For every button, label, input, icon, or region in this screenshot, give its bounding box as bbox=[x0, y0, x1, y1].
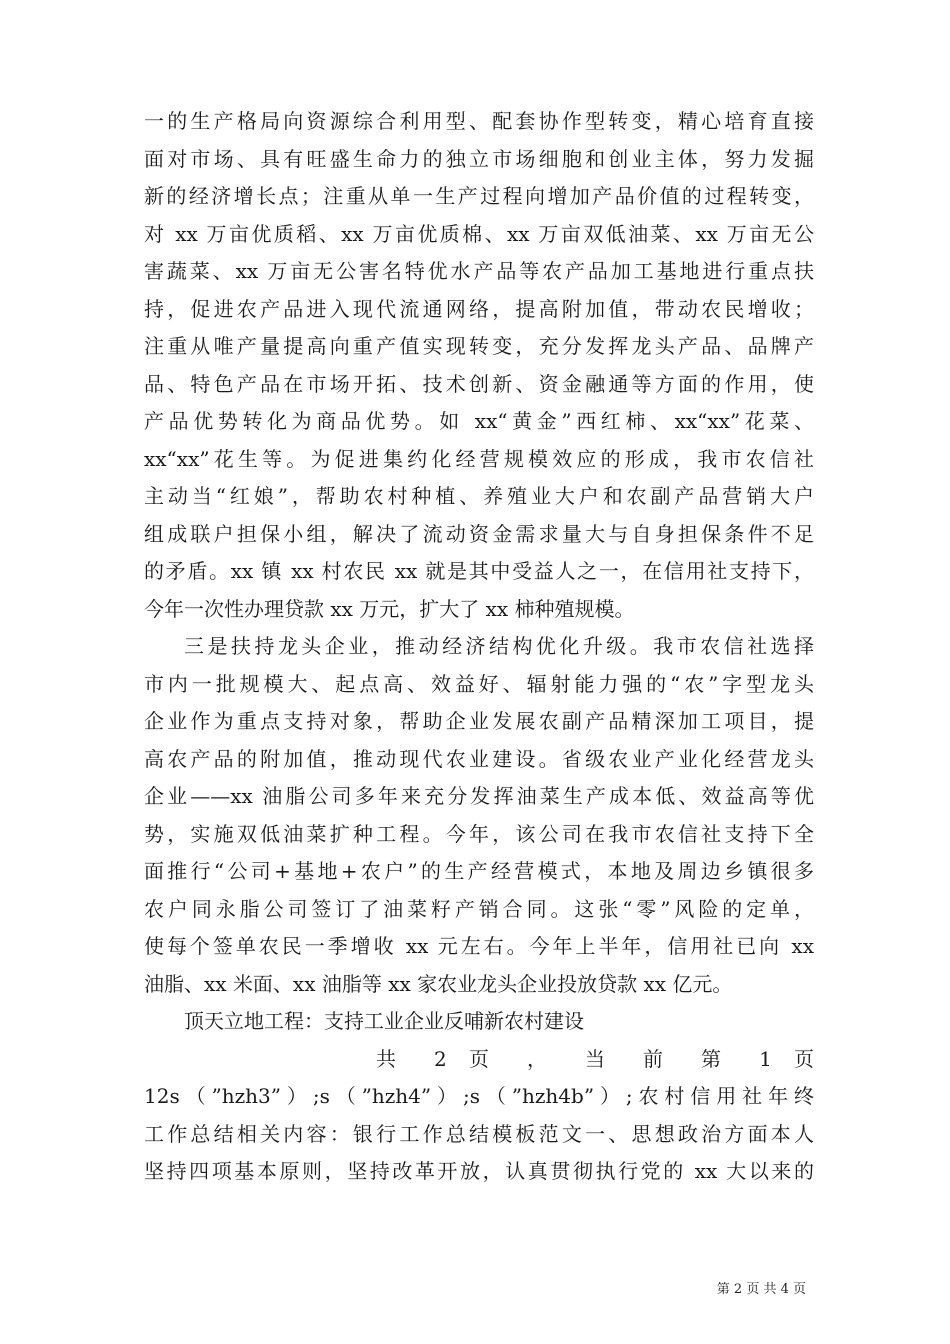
text-line: 使每个签单农民一季增收 xx 元左右。今年上半年，信用社已向 xx bbox=[144, 934, 814, 958]
text-line: 主动当“红娘”，帮助农村种植、养殖业大户和农副产品营销大户 bbox=[144, 484, 814, 508]
text-line: 持，促进农产品进入现代流通网络，提高附加值，带动农民增收； bbox=[144, 296, 814, 321]
text-line: 注重从唯产量提高向重产值实现转变，充分发挥龙头产品、品牌产 bbox=[144, 334, 814, 358]
text-line: 顶天立地工程：支持工业企业反哺新农村建设 bbox=[184, 1009, 584, 1033]
text-line: 12s（”hzh3”）;s（”hzh4”）;s（”hzh4b”）;农村信用社年终 bbox=[144, 1084, 814, 1108]
text-line: 农户同永脂公司签订了油菜籽产销合同。这张“零”风险的定单， bbox=[144, 896, 814, 921]
text-line: 市内一批规模大、起点高、效益好、辐射能力强的“农”字型龙头 bbox=[144, 671, 814, 696]
text-line: 害蔬菜、xx 万亩无公害名特优水产品等农产品加工基地进行重点扶 bbox=[144, 259, 814, 283]
text-line: 高农产品的附加值，推动现代农业建设。省级农业产业化经营龙头 bbox=[144, 746, 814, 771]
text-line: 企业作为重点支持对象，帮助企业发展农副产品精深加工项目，提 bbox=[144, 709, 814, 733]
text-line: 势，实施双低油菜扩种工程。今年，该公司在我市农信社支持下全 bbox=[144, 821, 814, 846]
text-line: 三是扶持龙头企业，推动经济结构优化升级。我市农信社选择 bbox=[184, 634, 814, 658]
text-line: 今年一次性办理贷款 xx 万元，扩大了 xx 柿种殖规模。 bbox=[144, 596, 635, 621]
page-footer: 第 2 页 共 4 页 bbox=[716, 1282, 806, 1297]
text-line: 面推行“公司+基地+农户”的生产经营模式，本地及周边乡镇很多 bbox=[144, 859, 814, 883]
text-line: 一的生产格局向资源综合利用型、配套协作型转变，精心培育直接 bbox=[144, 109, 814, 133]
text-line: 油脂、xx 米面、xx 油脂等 xx 家农业龙头企业投放贷款 xx 亿元。 bbox=[144, 971, 733, 996]
document-body bbox=[144, 103, 814, 1191]
text-line: 对 xx 万亩优质稻、xx 万亩优质棉、xx 万亩双低油菜、xx 万亩无公 bbox=[144, 221, 814, 246]
text-line: 的矛盾。xx 镇 xx 村农民 xx 就是其中受益人之一，在信用社支持下， bbox=[144, 559, 814, 583]
text-line: 组成联户担保小组，解决了流动资金需求量大与自身担保条件不足 bbox=[144, 521, 814, 546]
text-line: 坚持四项基本原则，坚持改革开放，认真贯彻执行党的 xx 大以来的 bbox=[144, 1159, 814, 1183]
text-line: 面对市场、具有旺盛生命力的独立市场细胞和创业主体，努力发掘 bbox=[144, 146, 814, 171]
text-line: 品、特色产品在市场开拓、技术创新、资金融通等方面的作用，使 bbox=[144, 371, 814, 396]
text-line: 企业——xx 油脂公司多年来充分发挥油菜生产成本低、效益高等优 bbox=[144, 784, 814, 808]
text-line: 新的经济增长点；注重从单一生产过程向增加产品价值的过程转变， bbox=[144, 184, 814, 208]
text-line: 共 2 页 ， 当 前 第 1 页 bbox=[376, 1046, 814, 1071]
text-line: 工作总结相关内容：银行工作总结模板范文一、思想政治方面本人 bbox=[144, 1121, 814, 1146]
text-line: 产品优势转化为商品优势。如 xx“黄金”西红柿、xx“xx”花菜、 bbox=[144, 409, 814, 433]
text-line: xx“xx”花生等。为促进集约化经营规模效应的形成，我市农信社 bbox=[144, 446, 814, 471]
